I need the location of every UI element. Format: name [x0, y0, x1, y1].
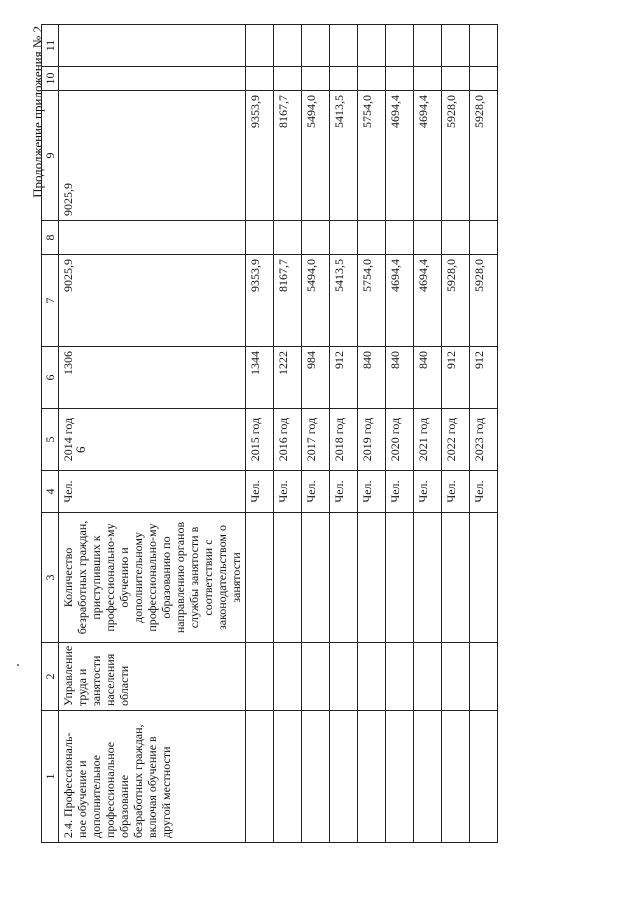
budget-funding-cell: 4694,4	[414, 91, 442, 221]
empty-cell	[274, 513, 302, 643]
col-header-11: 11	[42, 25, 59, 67]
table-row-2017	[302, 25, 330, 843]
table-row-2022	[442, 25, 470, 843]
total-funding-cell: 5928,0	[470, 255, 498, 347]
empty-cell	[470, 513, 498, 643]
col-header-3: 3	[42, 513, 59, 643]
empty-cell	[386, 513, 414, 643]
empty-cell	[246, 221, 274, 255]
empty-cell	[302, 513, 330, 643]
program-table	[41, 24, 498, 843]
year-cell: 2020 год	[386, 409, 414, 471]
table-row-2020	[386, 25, 414, 843]
total-funding-cell: 5413,5	[330, 255, 358, 347]
empty-cell	[414, 513, 442, 643]
empty-cell	[358, 25, 386, 67]
year-cell: 2023 год	[470, 409, 498, 471]
page-number: 6	[73, 446, 88, 453]
col-header-5: 5	[42, 409, 59, 471]
table-row-2018	[330, 25, 358, 843]
table-row-2014	[59, 25, 246, 843]
empty-cell	[414, 643, 442, 711]
total-funding-cell: 8167,7	[274, 255, 302, 347]
budget-funding-cell: 8167,7	[274, 91, 302, 221]
indicator-value-cell: 840	[358, 347, 386, 409]
empty-cell	[274, 25, 302, 67]
unit-cell: Чел.	[59, 471, 246, 513]
budget-funding-cell: 5754,0	[358, 91, 386, 221]
year-cell: 2018 год	[330, 409, 358, 471]
empty-cell	[330, 25, 358, 67]
empty-cell	[358, 221, 386, 255]
unit-cell: Чел.	[358, 471, 386, 513]
indicator-value-cell: 912	[470, 347, 498, 409]
empty-cell	[386, 67, 414, 91]
empty-cell	[386, 25, 414, 67]
empty-cell	[386, 643, 414, 711]
empty-cell	[358, 643, 386, 711]
appendix-continuation-note: Продолжение приложения № 2	[30, 26, 45, 198]
unit-cell: Чел.	[330, 471, 358, 513]
indicator-value-cell: 1306	[59, 347, 246, 409]
empty-cell	[302, 25, 330, 67]
col-header-10: 10	[42, 67, 59, 91]
budget-funding-cell: 4694,4	[386, 91, 414, 221]
empty-cell	[414, 67, 442, 91]
indicator-value-cell: 1344	[246, 347, 274, 409]
indicator-value-cell: 984	[302, 347, 330, 409]
empty-cell	[414, 25, 442, 67]
empty-cell	[358, 513, 386, 643]
empty-cell	[442, 643, 470, 711]
empty-cell	[274, 711, 302, 843]
budget-funding-cell: 9353,9	[246, 91, 274, 221]
year-cell: 2021 год	[414, 409, 442, 471]
unit-cell: Чел.	[246, 471, 274, 513]
col-header-9: 9	[42, 91, 59, 221]
unit-cell: Чел.	[386, 471, 414, 513]
empty-cell	[442, 221, 470, 255]
total-funding-cell: 9025,9	[59, 255, 246, 347]
table-row-2015	[246, 25, 274, 843]
empty-cell	[302, 67, 330, 91]
empty-cell	[274, 221, 302, 255]
year-cell: 2019 год	[358, 409, 386, 471]
indicator-value-cell: 1222	[274, 347, 302, 409]
measure-name: 2.4. Профессиональ-ное обучение и дополнительное профессиональное образование безработных граждан, включая обучение в другой местности	[59, 711, 246, 843]
empty-cell	[302, 221, 330, 255]
total-funding-cell: 5928,0	[442, 255, 470, 347]
empty-cell	[330, 643, 358, 711]
col11-cell	[59, 25, 246, 67]
indicator-value-cell: 840	[386, 347, 414, 409]
empty-cell	[414, 221, 442, 255]
empty-cell	[442, 25, 470, 67]
empty-cell	[386, 711, 414, 843]
empty-cell	[274, 67, 302, 91]
empty-cell	[470, 711, 498, 843]
total-funding-cell: 5494,0	[302, 255, 330, 347]
budget-funding-cell: 5928,0	[442, 91, 470, 221]
table-row-2016	[274, 25, 302, 843]
col-header-4: 4	[42, 471, 59, 513]
empty-cell	[246, 711, 274, 843]
col9-cell: 9025,9	[59, 91, 246, 221]
col-header-2: 2	[42, 643, 59, 711]
empty-cell	[330, 711, 358, 843]
budget-funding-cell: 5494,0	[302, 91, 330, 221]
empty-cell	[246, 643, 274, 711]
table-row-2019	[358, 25, 386, 843]
year-cell: 2014 год	[59, 409, 246, 471]
responsible-executor: Управление труда и занятости населения области	[59, 643, 246, 711]
unit-cell: Чел.	[470, 471, 498, 513]
col10-cell	[59, 67, 246, 91]
indicator-value-cell: 840	[414, 347, 442, 409]
empty-cell	[302, 643, 330, 711]
empty-cell	[442, 67, 470, 91]
empty-cell	[246, 513, 274, 643]
empty-cell	[442, 711, 470, 843]
year-cell: 2022 год	[442, 409, 470, 471]
empty-cell	[302, 711, 330, 843]
unit-cell: Чел.	[442, 471, 470, 513]
empty-cell	[358, 711, 386, 843]
scan-speck	[17, 664, 19, 666]
total-funding-cell: 4694,4	[386, 255, 414, 347]
empty-cell	[330, 67, 358, 91]
year-cell: 2016 год	[274, 409, 302, 471]
budget-funding-cell: 5413,5	[330, 91, 358, 221]
total-funding-cell: 9353,9	[246, 255, 274, 347]
unit-cell: Чел.	[414, 471, 442, 513]
empty-cell	[246, 25, 274, 67]
col-header-1: 1	[42, 711, 59, 843]
year-cell: 2015 год	[246, 409, 274, 471]
empty-cell	[358, 67, 386, 91]
col-header-7: 7	[42, 255, 59, 347]
empty-cell	[246, 67, 274, 91]
empty-cell	[274, 643, 302, 711]
empty-cell	[330, 221, 358, 255]
indicator-name: Количество безработных граждан, приступивших к профессионально-му обучению и дополнительному профессионально-му образованию по направлению органов службы занятости в соответствии с законодательством о занятости	[59, 513, 246, 643]
empty-cell	[470, 67, 498, 91]
table-row-2021	[414, 25, 442, 843]
empty-cell	[470, 643, 498, 711]
budget-funding-cell: 5928,0	[470, 91, 498, 221]
total-funding-cell: 5754,0	[358, 255, 386, 347]
col-header-8: 8	[42, 221, 59, 255]
empty-cell	[330, 513, 358, 643]
empty-cell	[386, 221, 414, 255]
empty-cell	[470, 221, 498, 255]
col-header-6: 6	[42, 347, 59, 409]
table-row-2023	[470, 25, 498, 843]
column-number-row	[42, 25, 59, 843]
year-cell: 2017 год	[302, 409, 330, 471]
unit-cell: Чел.	[302, 471, 330, 513]
col8-cell	[59, 221, 246, 255]
indicator-value-cell: 912	[330, 347, 358, 409]
empty-cell	[414, 711, 442, 843]
empty-cell	[470, 25, 498, 67]
empty-cell	[442, 513, 470, 643]
indicator-value-cell: 912	[442, 347, 470, 409]
unit-cell: Чел.	[274, 471, 302, 513]
total-funding-cell: 4694,4	[414, 255, 442, 347]
